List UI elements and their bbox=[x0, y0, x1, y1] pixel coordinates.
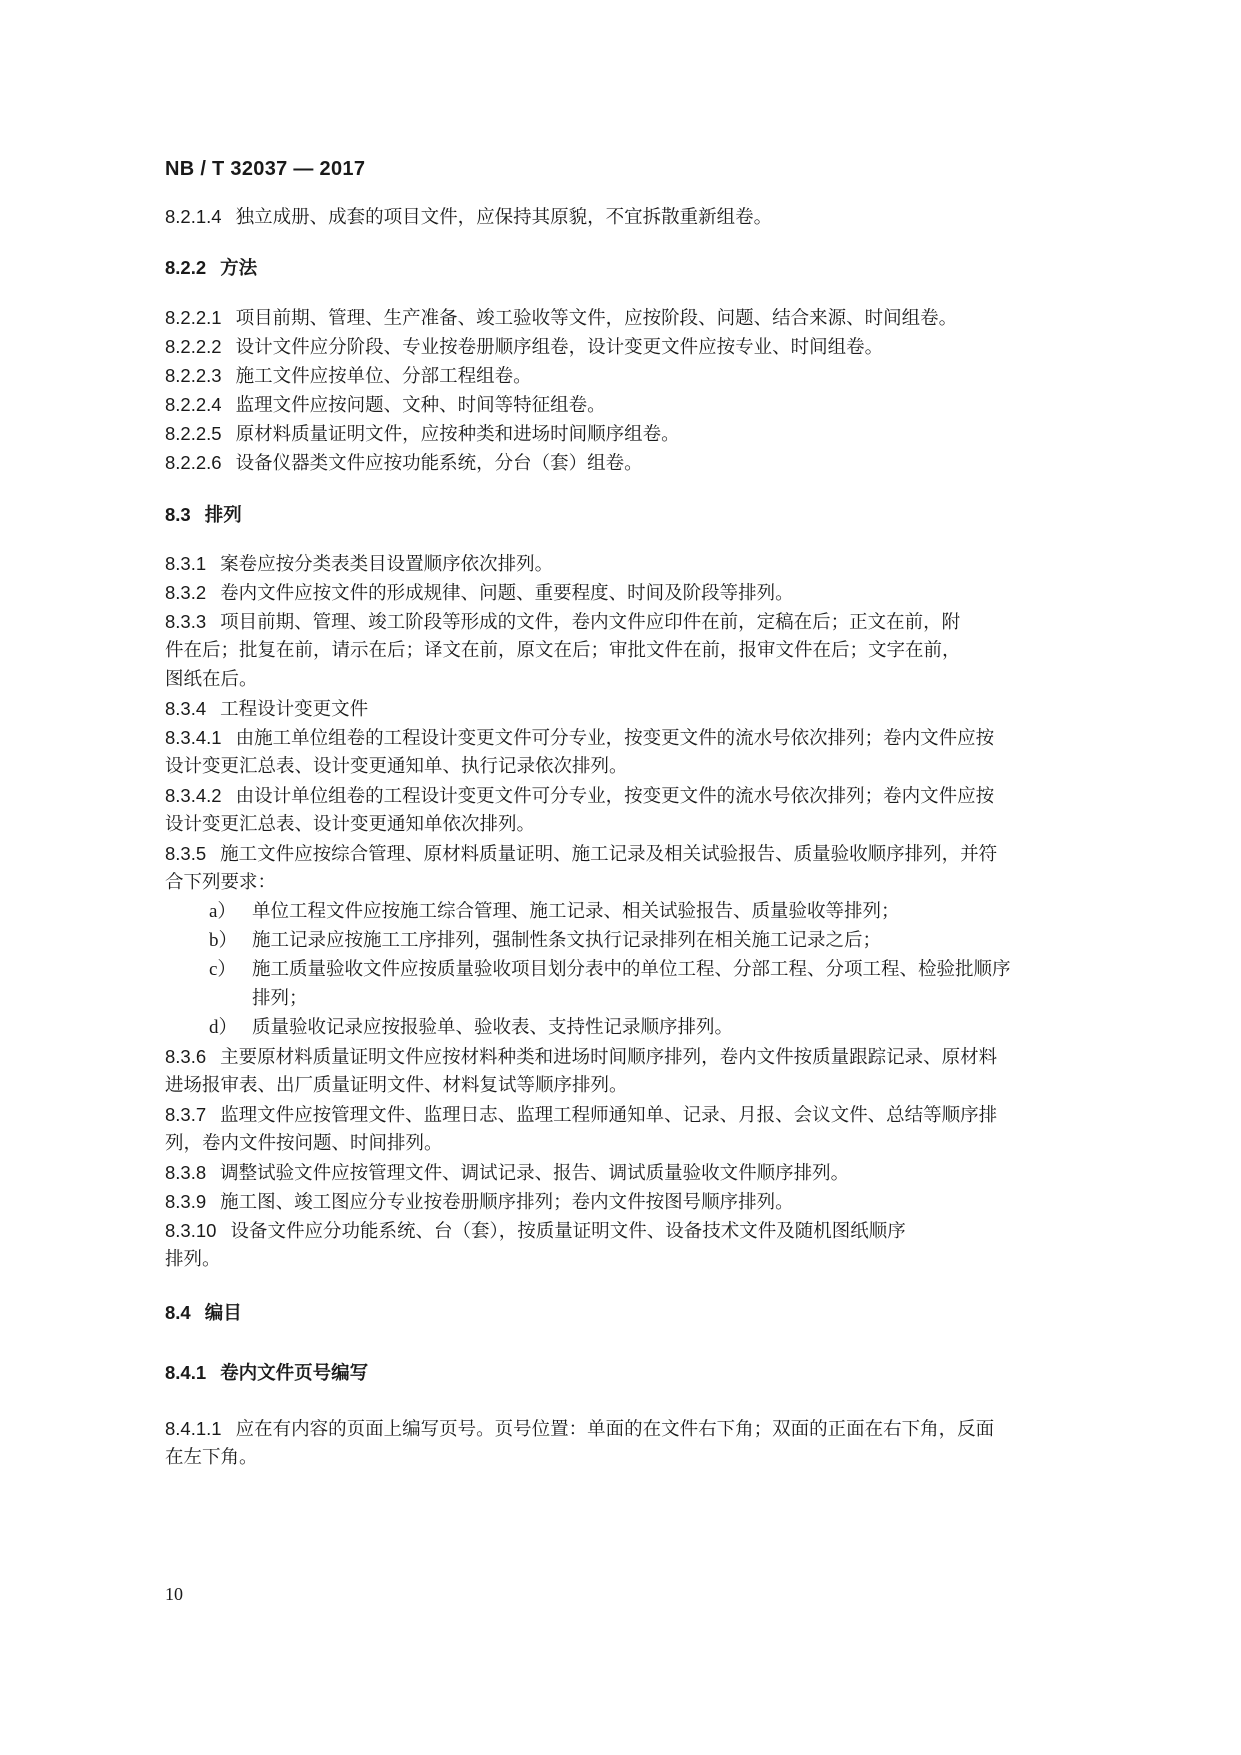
clause-number: 8.3.6 bbox=[165, 1046, 207, 1067]
list-item-a: 单位工程文件应按施工综合管理、施工记录、相关试验报告、质量验收等排列； bbox=[252, 901, 900, 922]
list-item-c-line-2: 排列； bbox=[252, 988, 308, 1009]
clause-text: 监理文件应按问题、文种、时间等特征组卷。 bbox=[235, 395, 606, 416]
section-title: 编目 bbox=[204, 1303, 242, 1324]
list-item-c: 施工质量验收文件应按质量验收项目划分表中的单位工程、分部工程、分项工程、检验批顺序 bbox=[252, 959, 1011, 980]
clause-8-3-4-1-line-2: 设计变更汇总表、设计变更通知单、执行记录依次排列。 bbox=[165, 756, 628, 777]
clause-text: 项目前期、管理、生产准备、竣工验收等文件，应按阶段、问题、结合来源、时间组卷。 bbox=[235, 308, 958, 329]
clause-text: 调整试验文件应按管理文件、调试记录、报告、调试质量验收文件顺序排列。 bbox=[220, 1163, 850, 1184]
list-item-d: 质量验收记录应按报验单、验收表、支持性记录顺序排列。 bbox=[252, 1017, 734, 1038]
clause-number: 8.3.5 bbox=[165, 843, 207, 864]
clause-text: 应在有内容的页面上编写页号。页号位置：单面的在文件右下角；双面的正面在右下角，反面 bbox=[235, 1419, 995, 1440]
clause-text: 原材料质量证明文件，应按种类和进场时间顺序组卷。 bbox=[235, 424, 680, 445]
clause-number: 8.2.2.2 bbox=[165, 336, 222, 357]
clause-number: 8.2.2.5 bbox=[165, 423, 222, 444]
standard-code-header: NB / T 32037 — 2017 bbox=[165, 158, 366, 180]
clause-text: 由设计单位组卷的工程设计变更文件可分专业，按变更文件的流水号依次排列；卷内文件应按 bbox=[235, 786, 995, 807]
clause-text: 独立成册、成套的项目文件，应保持其原貌，不宜拆散重新组卷。 bbox=[235, 207, 773, 228]
clause-number: 8.4.1.1 bbox=[165, 1418, 222, 1439]
clause-text: 施工文件应按单位、分部工程组卷。 bbox=[235, 366, 532, 387]
clause-8-4-1-1-line-2: 在左下角。 bbox=[165, 1447, 258, 1468]
section-number: 8.4.1 bbox=[165, 1362, 207, 1383]
clause-8-3-6-line-2: 进场报审表、出厂质量证明文件、材料复试等顺序排列。 bbox=[165, 1075, 628, 1096]
section-number: 8.2.2 bbox=[165, 257, 207, 278]
clause-text: 设备仪器类文件应按功能系统，分台（套）组卷。 bbox=[235, 453, 643, 474]
clause-text: 案卷应按分类表类目设置顺序依次排列。 bbox=[220, 554, 554, 575]
section-heading-8-4-1 bbox=[165, 1356, 368, 1391]
clause-number: 8.2.2.3 bbox=[165, 365, 222, 386]
clause-8-4-1-1 bbox=[165, 1412, 994, 1447]
clause-number: 8.3.10 bbox=[165, 1220, 217, 1241]
section-number: 8.3 bbox=[165, 504, 191, 525]
clause-8-3-3-line-2: 件在后；批复在前，请示在后；译文在前，原文在后；审批文件在前，报审文件在后；文字在前， bbox=[165, 640, 961, 661]
section-title: 卷内文件页号编写 bbox=[220, 1363, 369, 1384]
clause-number: 8.3.8 bbox=[165, 1162, 207, 1183]
clause-8-3-3-line-3: 图纸在后。 bbox=[165, 669, 258, 690]
clause-text: 主要原材料质量证明文件应按材料种类和进场时间顺序排列，卷内文件按质量跟踪记录、原材料 bbox=[220, 1047, 998, 1068]
clause-number: 8.3.4 bbox=[165, 698, 207, 719]
section-title: 排列 bbox=[204, 505, 242, 526]
page-number: 10 bbox=[165, 1584, 183, 1604]
section-title: 方法 bbox=[220, 258, 258, 279]
clause-number: 8.3.4.1 bbox=[165, 727, 222, 748]
clause-8-3-7-line-2: 列，卷内文件按问题、时间排列。 bbox=[165, 1133, 443, 1154]
list-item-b: 施工记录应按施工工序排列，强制性条文执行记录排列在相关施工记录之后； bbox=[252, 930, 882, 951]
clause-number: 8.3.9 bbox=[165, 1191, 207, 1212]
clause-number: 8.2.1.4 bbox=[165, 206, 222, 227]
clause-text: 监理文件应按管理文件、监理日志、监理工程师通知单、记录、月报、会议文件、总结等顺序排 bbox=[220, 1105, 998, 1126]
clause-8-2-2-6 bbox=[165, 446, 643, 481]
list-item-label-c: c） bbox=[209, 959, 237, 980]
clause-number: 8.3.4.2 bbox=[165, 785, 222, 806]
clause-text: 由施工单位组卷的工程设计变更文件可分专业，按变更文件的流水号依次排列；卷内文件应按 bbox=[235, 728, 995, 749]
section-number: 8.4 bbox=[165, 1302, 191, 1323]
clause-number: 8.3.1 bbox=[165, 553, 207, 574]
clause-number: 8.2.2.1 bbox=[165, 307, 222, 328]
clause-number: 8.2.2.6 bbox=[165, 452, 222, 473]
clause-text: 设计文件应分阶段、专业按卷册顺序组卷，设计变更文件应按专业、时间组卷。 bbox=[235, 337, 884, 358]
clause-text: 工程设计变更文件 bbox=[220, 699, 369, 720]
clause-text: 施工图、竣工图应分专业按卷册顺序排列；卷内文件按图号顺序排列。 bbox=[220, 1192, 794, 1213]
clause-8-3-5 bbox=[165, 837, 997, 872]
clause-number: 8.2.2.4 bbox=[165, 394, 222, 415]
list-item-label-b: b） bbox=[209, 930, 238, 951]
clause-8-3-5-line-2: 合下列要求： bbox=[165, 872, 277, 893]
section-heading-8-3 bbox=[165, 498, 242, 533]
clause-number: 8.3.7 bbox=[165, 1104, 207, 1125]
list-item-label-d: d） bbox=[209, 1017, 238, 1038]
clause-text: 施工文件应按综合管理、原材料质量证明、施工记录及相关试验报告、质量验收顺序排列，并符 bbox=[220, 844, 998, 865]
clause-8-3-4-2-line-2: 设计变更汇总表、设计变更通知单依次排列。 bbox=[165, 814, 536, 835]
section-heading-8-2-2 bbox=[165, 251, 257, 286]
clause-text: 设备文件应分功能系统、台（套），按质量证明文件、设备技术文件及随机图纸顺序 bbox=[230, 1221, 906, 1242]
clause-text: 项目前期、管理、竣工阶段等形成的文件，卷内文件应印件在前，定稿在后；正文在前，附 bbox=[220, 612, 961, 633]
clause-8-2-1-4 bbox=[165, 200, 772, 235]
list-item-label-a: a） bbox=[209, 901, 237, 922]
clause-8-3-10 bbox=[165, 1214, 906, 1249]
clause-number: 8.3.3 bbox=[165, 611, 207, 632]
clause-text: 卷内文件应按文件的形成规律、问题、重要程度、时间及阶段等排列。 bbox=[220, 583, 794, 604]
clause-number: 8.3.2 bbox=[165, 582, 207, 603]
section-heading-8-4 bbox=[165, 1296, 242, 1331]
clause-8-3-10-line-2: 排列。 bbox=[165, 1249, 221, 1270]
